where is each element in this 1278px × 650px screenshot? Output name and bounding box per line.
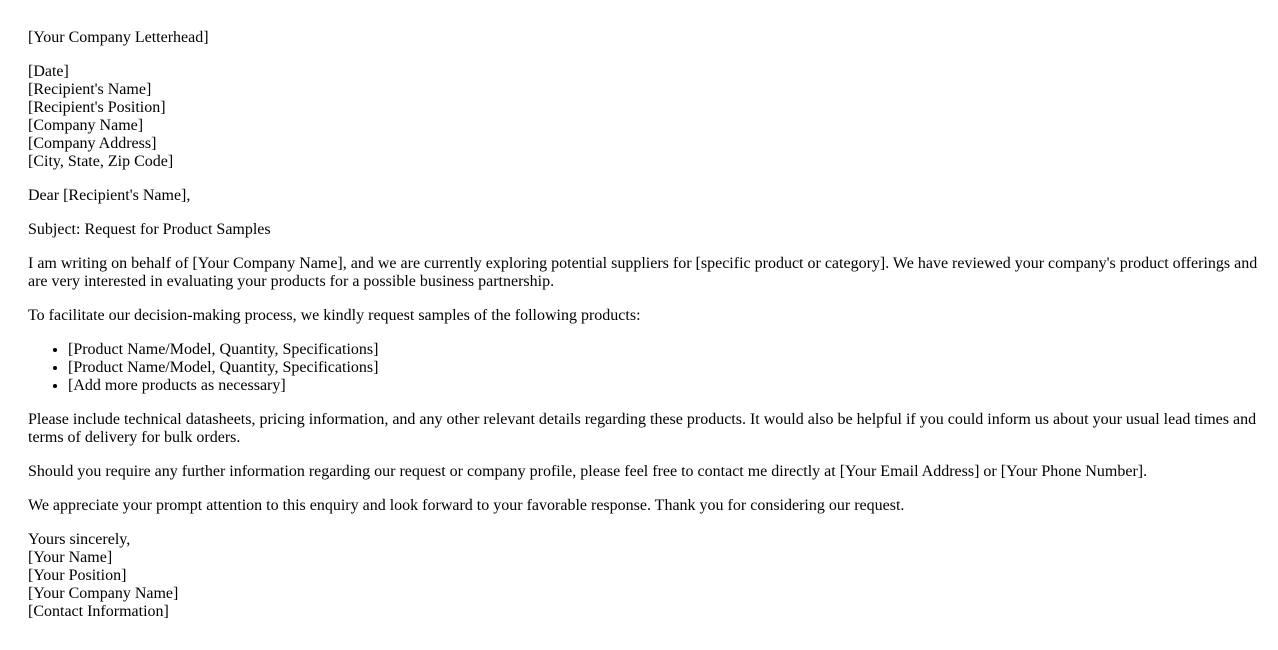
subject-line: Subject: Request for Product Samples <box>28 221 271 238</box>
recipient-name-line: [Recipient's Name] <box>28 81 152 98</box>
paragraph-details: Please include technical datasheets, pricing information, and any other relevant details regarding these products. It would also be helpful if you could inform us about your usual lead times and terms of delivery for bulk orders. <box>28 411 1257 446</box>
recipient-address-block <box>28 63 1258 171</box>
company-name-line: [Company Name] <box>28 117 144 134</box>
city-state-zip-line: [City, State, Zip Code] <box>28 153 174 170</box>
closing-line: Yours sincerely, <box>28 531 131 548</box>
salutation: Dear [Recipient's Name], <box>28 187 191 204</box>
bullet-item: • [Add more products as necessary] <box>68 377 1258 395</box>
signature-block <box>28 531 1258 621</box>
letterhead: [Your Company Letterhead] <box>28 29 209 46</box>
paragraph-contact: Should you require any further information regarding our request or company profile, please feel free to contact me directly at [Your Email Address] or [Your Phone Number]. <box>28 463 1148 480</box>
paragraph-request: To facilitate our decision-making process, we kindly request samples of the following products: <box>28 307 641 324</box>
paragraph-thanks: We appreciate your prompt attention to this enquiry and look forward to your favorable response. Thank you for considering our request. <box>28 497 905 514</box>
paragraph-intro: I am writing on behalf of [Your Company Name], and we are currently exploring potential suppliers for [specific product or category]. We have reviewed your company's product offerings and are very interested in evaluating your products for a possible business partnership. <box>28 255 1258 290</box>
bullet-item: • [Product Name/Model, Quantity, Specifications] <box>68 359 1258 377</box>
recipient-position-line: [Recipient's Position] <box>28 99 166 116</box>
product-sample-list <box>28 341 1258 395</box>
sender-company-line: [Your Company Name] <box>28 585 179 602</box>
bullet-item: • [Product Name/Model, Quantity, Specifications] <box>68 341 1258 359</box>
contact-information-line: [Contact Information] <box>28 603 169 620</box>
sender-position-line: [Your Position] <box>28 567 127 584</box>
date-line: [Date] <box>28 63 69 80</box>
company-address-line: [Company Address] <box>28 135 157 152</box>
sender-name-line: [Your Name] <box>28 549 113 566</box>
